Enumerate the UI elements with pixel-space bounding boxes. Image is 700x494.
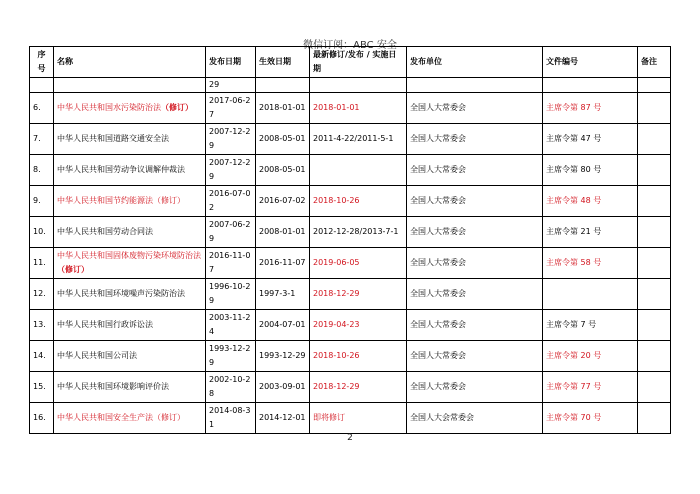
table-row [30,217,671,248]
cell-latest-revision: 2018-01-01 [310,93,407,124]
cell-no: 15. [30,372,54,403]
cell-latest-revision: 2018-10-26 [310,341,407,372]
cell-effective-date: 1993-12-29 [256,341,310,372]
law-name: 中华人民共和国公司法 [57,351,137,360]
cell-latest-revision: 2019-06-05 [310,248,407,279]
column-header-name: 名称 [54,47,206,78]
revision-tag: （修订） [153,413,185,422]
cell-publisher: 全国人大常委会 [407,279,543,310]
cell-latest-revision: 2018-12-29 [310,372,407,403]
law-name: 中华人民共和国劳动争议调解仲裁法 [57,165,185,174]
table-row [30,403,671,434]
cell-name [54,93,206,124]
cell-name [54,248,206,279]
cell-effective-date: 2004-07-01 [256,310,310,341]
column-header-effective-date: 生效日期 [256,47,310,78]
cell-effective-date: 2003-09-01 [256,372,310,403]
cell-name [54,217,206,248]
cell-note [638,155,671,186]
cell-doc-number: 主席令第 20 号 [543,341,638,372]
table-row [30,93,671,124]
cell-effective-date: 2008-05-01 [256,124,310,155]
revision-tag: （修订） [153,196,185,205]
cell-doc-number: 主席令第 47 号 [543,124,638,155]
cell-doc-number: 主席令第 58 号 [543,248,638,279]
cell-name [54,186,206,217]
law-name: 中华人民共和国水污染防治法 [57,103,161,112]
table-row [30,372,671,403]
cell-publisher: 全国人大常委会 [407,93,543,124]
column-header-publish-date: 发布日期 [206,47,256,78]
cell-publish-date: 2007-06-29 [206,217,256,248]
table-header-row [30,47,671,78]
revision-tag: （修订） [57,265,89,274]
table-row [30,310,671,341]
cell-effective-date: 2018-01-01 [256,93,310,124]
cell-no: 14. [30,341,54,372]
table-row-carryover [30,78,671,93]
cell-note [638,279,671,310]
cell-name [54,124,206,155]
cell-no: 12. [30,279,54,310]
cell-latest-revision: 2019-04-23 [310,310,407,341]
cell-name [54,403,206,434]
table-row [30,186,671,217]
law-name: 中华人民共和国固体废物污染环境防治法 [57,251,201,260]
cell-publisher: 全国人大常委会 [407,155,543,186]
law-name: 中华人民共和国行政诉讼法 [57,320,153,329]
table-row [30,341,671,372]
table-row [30,124,671,155]
cell-publish-date: 2016-11-07 [206,248,256,279]
cell-publisher: 全国人大常委会 [407,310,543,341]
cell-publish-date: 1996-10-29 [206,279,256,310]
cell-latest-revision: 2012-12-28/2013-7-1 [310,217,407,248]
cell-effective-date: 2016-07-02 [256,186,310,217]
table-row [30,155,671,186]
cell-no: 11. [30,248,54,279]
cell-doc-number: 主席令第 87 号 [543,93,638,124]
cell-publisher: 全国人大常委会 [407,186,543,217]
cell-doc-number [543,279,638,310]
cell-doc-number: 主席令第 77 号 [543,372,638,403]
column-header-publisher: 发布单位 [407,47,543,78]
cell-note [638,403,671,434]
cell-no: 7. [30,124,54,155]
cell-no: 6. [30,93,54,124]
column-header-no: 序 号 [30,47,54,78]
cell-publish-date: 2016-07-02 [206,186,256,217]
table-row [30,279,671,310]
cell-doc-number: 主席令第 7 号 [543,310,638,341]
column-header-note: 备注 [638,47,671,78]
cell-publisher: 全国人大常委会 [407,124,543,155]
law-name: 中华人民共和国环境噪声污染防治法 [57,289,185,298]
law-name: 中华人民共和国环境影响评价法 [57,382,169,391]
cell-publish-date: 1993-12-29 [206,341,256,372]
cell-publisher: 全国人大常委会 [407,248,543,279]
cell-note [638,248,671,279]
revision-tag: （修订） [161,103,193,112]
cell-publisher: 全国人大常委会 [407,217,543,248]
cell-publish-date: 2017-06-27 [206,93,256,124]
law-name: 中华人民共和国节约能源法 [57,196,153,205]
page-number: 2 [347,433,353,443]
cell-effective-date: 2014-12-01 [256,403,310,434]
cell-no: 10. [30,217,54,248]
cell-name [54,279,206,310]
cell-no: 13. [30,310,54,341]
column-header-doc-number: 文件编号 [543,47,638,78]
law-name: 中华人民共和国安全生产法 [57,413,153,422]
cell-effective-date: 2008-01-01 [256,217,310,248]
cell-publish-date: 2007-12-29 [206,124,256,155]
cell-no: 9. [30,186,54,217]
cell-name [54,155,206,186]
cell-doc-number: 主席令第 48 号 [543,186,638,217]
cell-publish-date: 2007-12-29 [206,155,256,186]
cell-effective-date: 2016-11-07 [256,248,310,279]
cell-note [638,124,671,155]
cell-publisher: 全国人大常委会 [407,341,543,372]
cell-latest-revision: 2018-12-29 [310,279,407,310]
law-name: 中华人民共和国道路交通安全法 [57,134,169,143]
cell-name [54,341,206,372]
regulations-table [29,46,671,434]
cell-doc-number: 主席令第 70 号 [543,403,638,434]
cell-publisher: 全国人大会常委会 [407,403,543,434]
page-header: 微信订阅：ABC 安全 [303,40,397,51]
cell-publish-date: 2014-08-31 [206,403,256,434]
cell-name [54,310,206,341]
cell-note [638,93,671,124]
cell-name [54,372,206,403]
cell-note [638,310,671,341]
cell-doc-number: 主席令第 80 号 [543,155,638,186]
cell-note [638,186,671,217]
cell-publish-date: 29 [206,78,256,93]
law-name: 中华人民共和国劳动合同法 [57,227,153,236]
cell-note [638,372,671,403]
table-row [30,248,671,279]
cell-effective-date: 2008-05-01 [256,155,310,186]
cell-latest-revision [310,155,407,186]
cell-latest-revision: 即将修订 [310,403,407,434]
cell-effective-date: 1997-3-1 [256,279,310,310]
cell-no: 16. [30,403,54,434]
column-header-latest-revision: 最新修订/发布 / 实施日期 [310,47,407,78]
cell-publish-date: 2003-11-24 [206,310,256,341]
cell-publish-date: 2002-10-28 [206,372,256,403]
cell-no: 8. [30,155,54,186]
cell-doc-number: 主席令第 21 号 [543,217,638,248]
cell-note [638,217,671,248]
cell-publisher: 全国人大常委会 [407,372,543,403]
cell-latest-revision: 2018-10-26 [310,186,407,217]
cell-note [638,341,671,372]
cell-latest-revision: 2011-4-22/2011-5-1 [310,124,407,155]
